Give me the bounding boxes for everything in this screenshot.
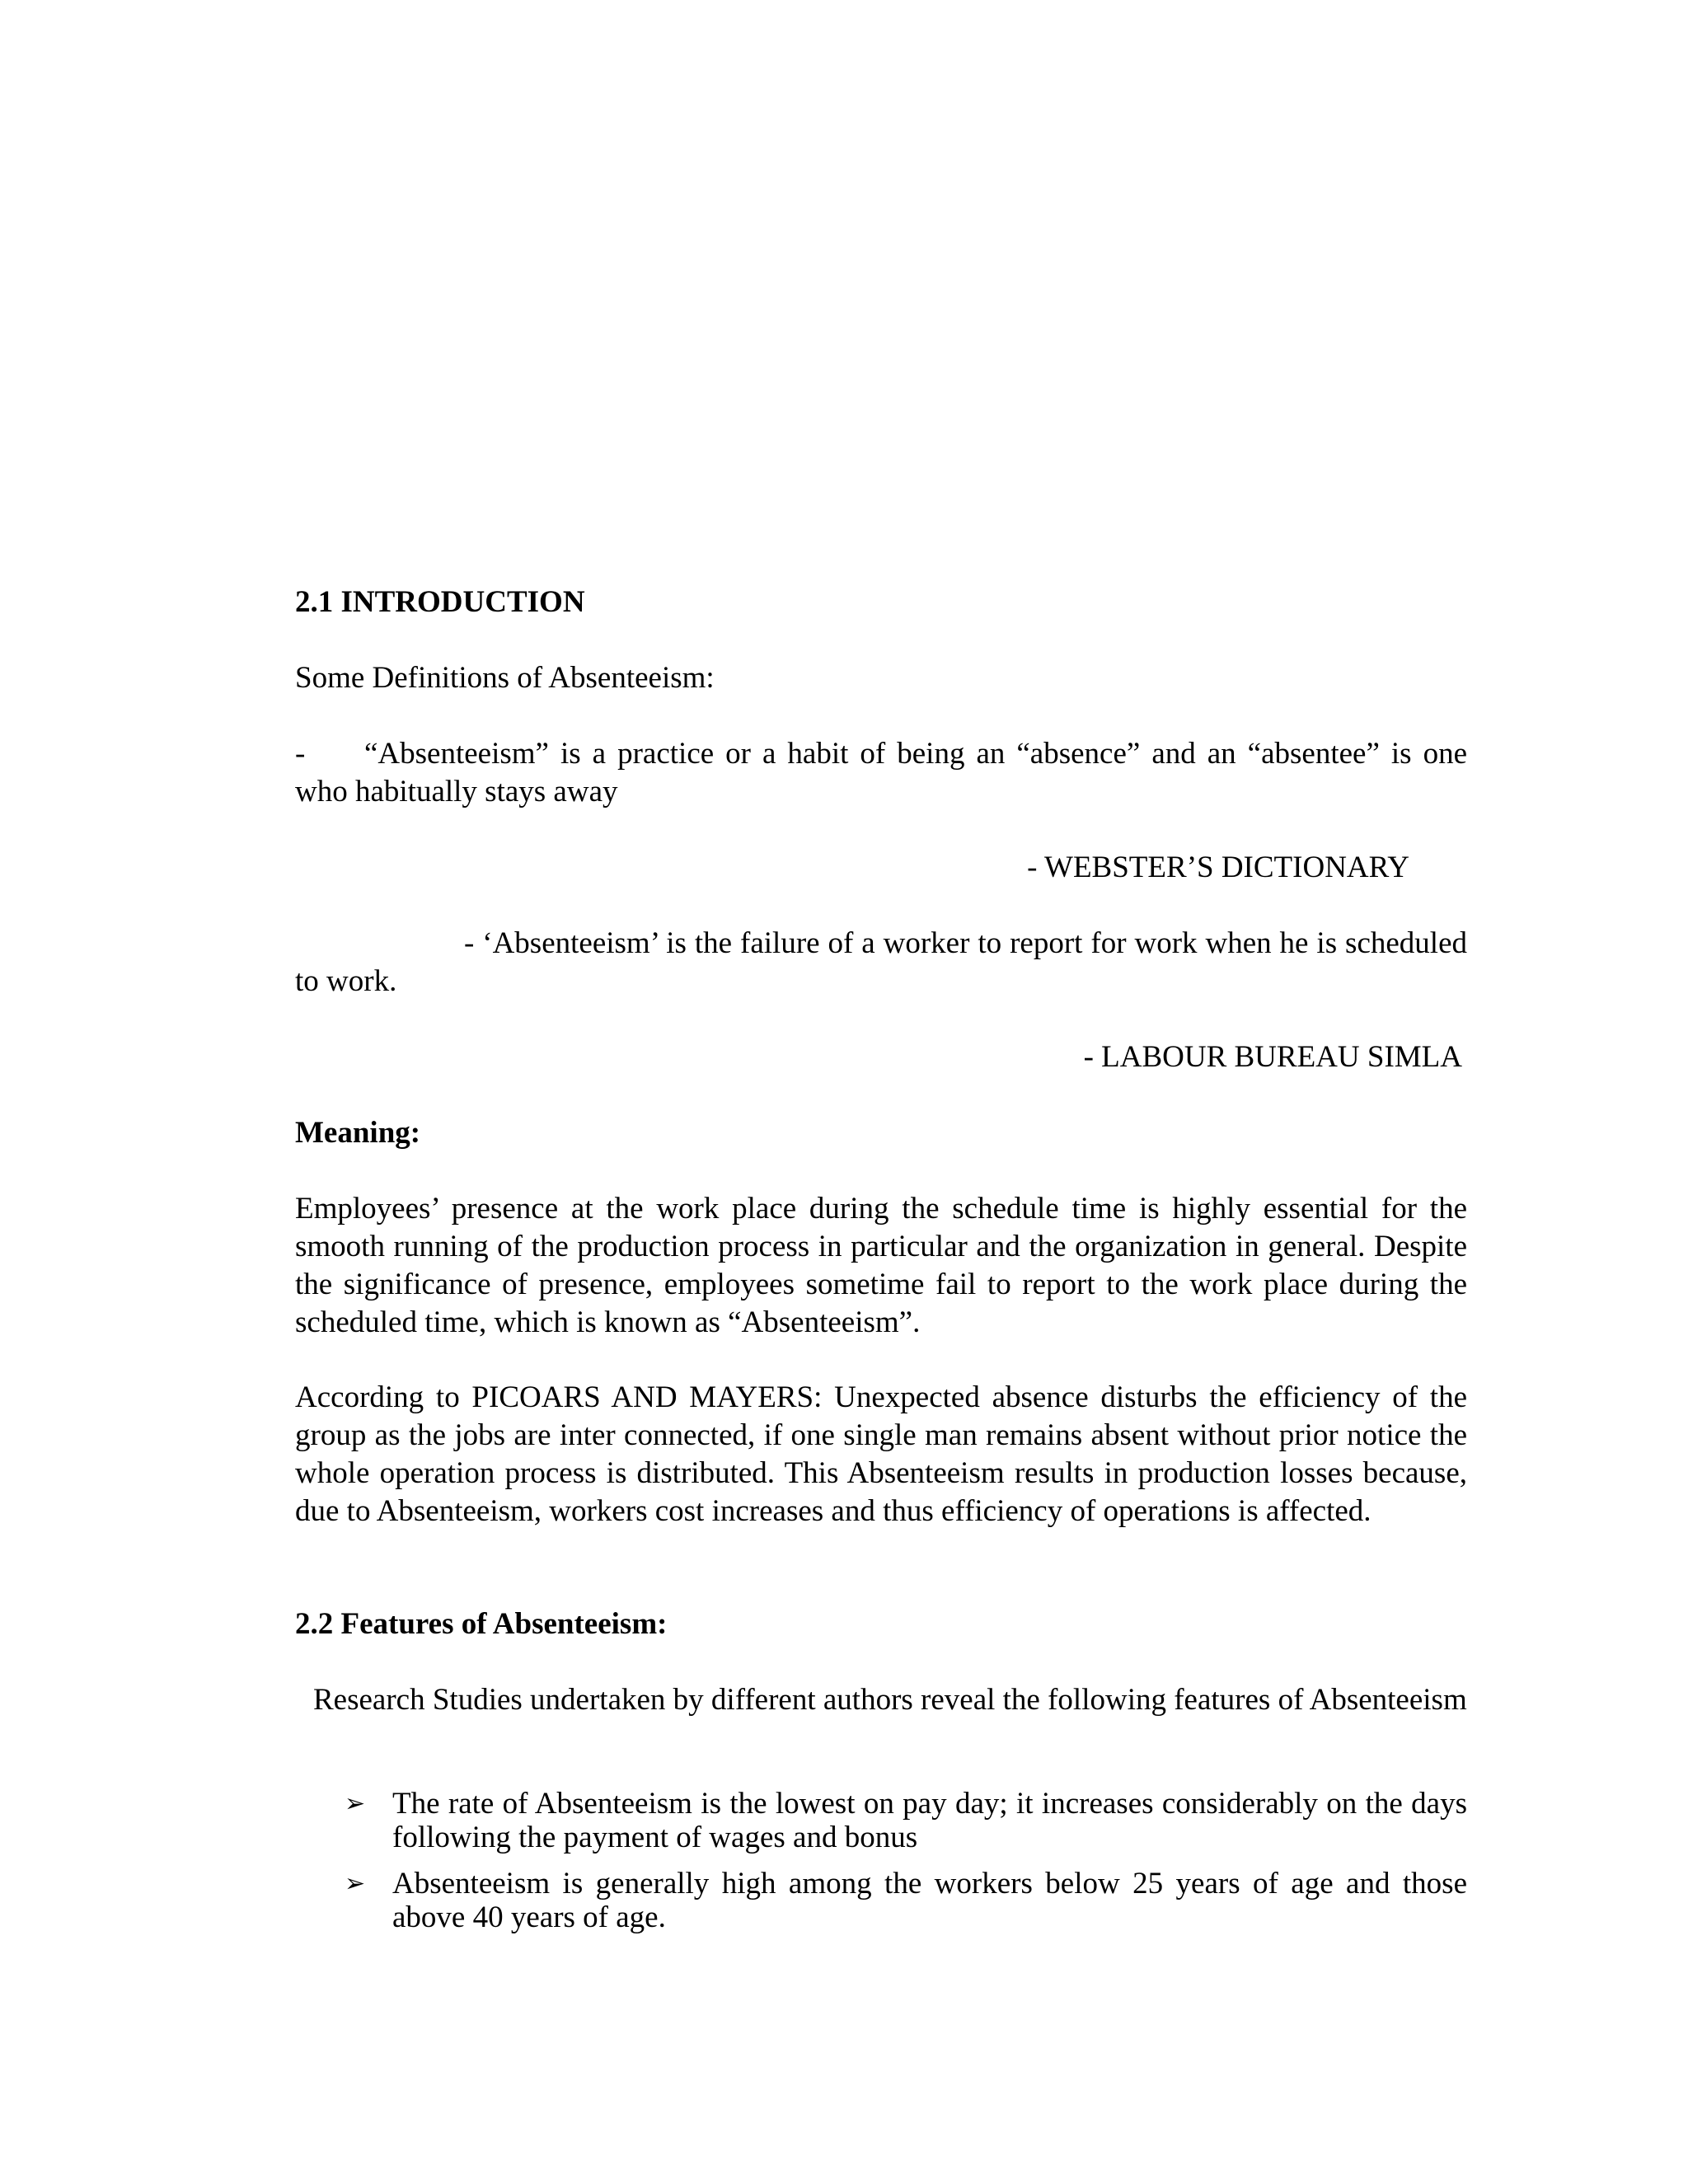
list-item-text: Absenteeism is generally high among the workers below 25 years of age and those above 40 years of age.: [392, 1867, 1467, 1934]
document-page: [295, 0, 1467, 2184]
arrowhead-bullet-icon: ➢: [345, 1789, 366, 1818]
definition-webster-text: “Absenteeism” is a practice or a habit of being an “absence” and an “absentee” is one who habitually stays away: [295, 737, 1467, 808]
section-heading-introduction: 2.1 INTRODUCTION: [295, 585, 585, 619]
list-item: [295, 1787, 1467, 1854]
definition-source-webster: - WEBSTER’S DICTIONARY: [1027, 851, 1409, 884]
list-item-text: The rate of Absenteeism is the lowest on pay day; it increases considerably on the days following the payment of wages and bonus: [392, 1787, 1467, 1854]
section-heading-features: 2.2 Features of Absenteeism:: [295, 1607, 668, 1641]
definitions-intro: Some Definitions of Absenteeism:: [295, 661, 715, 695]
meaning-paragraph: Employees’ presence at the work place during the schedule time is highly essential for the smooth running of the production process in particular and the organization in general. Despite the significance of presence, employees sometime fail to report to the work place during the scheduled time, which is known as “Absenteeism”.: [295, 1192, 1467, 1339]
definition-dash: -: [295, 737, 306, 771]
features-intro: Research Studies undertaken by different authors reveal the following features of Absenteeism: [313, 1683, 1467, 1717]
definition-webster: [295, 735, 1467, 811]
arrowhead-bullet-icon: ➢: [345, 1869, 366, 1898]
definition-labour-bureau: - ‘Absenteeism’ is the failure of a worker to report for work when he is scheduled to work.: [295, 926, 1467, 998]
features-list: [295, 1787, 1467, 1947]
definition-source-labour-bureau: - LABOUR BUREAU SIMLA: [1083, 1040, 1462, 1074]
meaning-heading: Meaning:: [295, 1116, 421, 1150]
picoars-paragraph: According to PICOARS AND MAYERS: Unexpected absence disturbs the efficiency of the group as the jobs are inter connected, if one single man remains absent without prior notice the whole operation process is distributed. This Absenteeism results in production losses because, due to Absenteeism, workers cost increases and thus efficiency of operations is affected.: [295, 1380, 1467, 1528]
list-item: [295, 1867, 1467, 1934]
